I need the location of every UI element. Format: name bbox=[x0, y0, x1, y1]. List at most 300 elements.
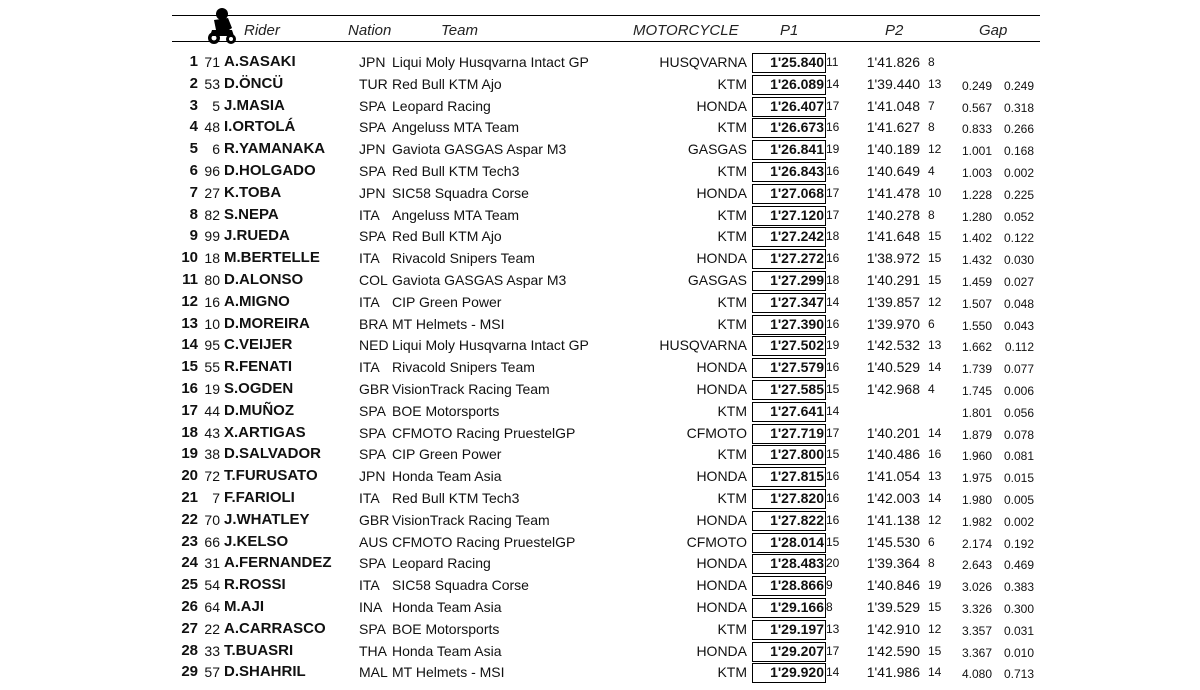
team-name: CFMOTO Racing PruestelGP bbox=[392, 424, 576, 441]
result-row bbox=[0, 597, 1200, 619]
rider-name: X.ARTIGAS bbox=[224, 423, 306, 441]
rider-number: 70 bbox=[204, 511, 220, 528]
rider-number: 10 bbox=[204, 315, 220, 332]
nation-code: ITA bbox=[359, 490, 380, 506]
gap-previous: 0.043 bbox=[1003, 318, 1034, 333]
rider-name: D.SALVADOR bbox=[224, 445, 321, 463]
motorcycle-brand: HONDA bbox=[696, 381, 747, 397]
motorcycle-brand: HONDA bbox=[696, 511, 747, 528]
result-row bbox=[0, 575, 1200, 597]
p1-time: 1'26.089 bbox=[752, 75, 826, 95]
nation-code: SPA bbox=[359, 424, 386, 441]
gap-first: 1.550 bbox=[961, 318, 992, 333]
p1-lap: 16 bbox=[826, 120, 840, 135]
gap-first: 2.174 bbox=[961, 536, 992, 551]
p1-time: 1'27.068 bbox=[752, 184, 826, 204]
position: 25 bbox=[181, 576, 198, 594]
gap-first: 2.643 bbox=[961, 558, 992, 573]
result-row bbox=[0, 96, 1200, 118]
nation-code: COL bbox=[359, 272, 388, 288]
result-row bbox=[0, 444, 1200, 466]
rider-name: T.BUASRI bbox=[224, 641, 294, 659]
gap-previous: 0.469 bbox=[1003, 558, 1034, 573]
gap-previous: 0.318 bbox=[1003, 100, 1034, 115]
gap-previous: 0.031 bbox=[1003, 623, 1034, 638]
motorcycle-brand: KTM bbox=[717, 402, 747, 419]
gap-previous: 0.056 bbox=[1003, 405, 1034, 420]
header-gap: Gap bbox=[979, 22, 1008, 39]
p2-lap: 8 bbox=[928, 55, 935, 69]
p2-lap: 12 bbox=[928, 142, 942, 157]
rider-name: J.RUEDA bbox=[224, 227, 290, 245]
p2-time: 1'40.846 bbox=[866, 577, 920, 594]
rider-number: 18 bbox=[204, 250, 220, 267]
p1-time: 1'27.299 bbox=[752, 271, 826, 291]
result-row bbox=[0, 248, 1200, 270]
rider-number: 43 bbox=[204, 424, 220, 441]
nation-code: MAL bbox=[359, 664, 388, 681]
p1-time: 1'26.843 bbox=[752, 162, 826, 182]
gap-first: 1.662 bbox=[961, 340, 992, 355]
p1-lap: 16 bbox=[826, 251, 840, 266]
gap-previous: 0.010 bbox=[1003, 645, 1034, 660]
gap-previous: 0.015 bbox=[1003, 471, 1034, 486]
p2-time: 1'42.910 bbox=[866, 620, 920, 637]
p2-time: 1'41.627 bbox=[866, 119, 920, 136]
p2-lap: 12 bbox=[928, 621, 942, 636]
p1-time: 1'29.920 bbox=[752, 663, 826, 683]
rider-name: D.ALONSO bbox=[224, 271, 304, 288]
position: 29 bbox=[181, 663, 198, 681]
rider-number: 99 bbox=[204, 228, 220, 245]
motorcycle-brand: GASGAS bbox=[687, 141, 747, 158]
p2-lap: 7 bbox=[928, 98, 935, 113]
p2-time: 1'41.648 bbox=[866, 228, 920, 245]
p2-lap: 14 bbox=[928, 665, 942, 680]
nation-code: BRA bbox=[359, 315, 388, 332]
rider-name: A.MIGNO bbox=[224, 292, 290, 310]
gap-previous: 0.005 bbox=[1003, 493, 1034, 507]
p1-time: 1'27.120 bbox=[752, 206, 826, 226]
gap-previous: 0.266 bbox=[1003, 122, 1034, 137]
header-rider: Rider bbox=[244, 22, 280, 39]
motorcycle-brand: HONDA bbox=[696, 250, 747, 267]
nation-code: SPA bbox=[359, 446, 386, 463]
gap-first: 1.402 bbox=[961, 231, 992, 246]
result-row bbox=[0, 553, 1200, 575]
rider-name: A.CARRASCO bbox=[224, 619, 326, 637]
gap-previous: 0.112 bbox=[1004, 340, 1034, 355]
result-row bbox=[0, 183, 1200, 205]
gap-previous: 0.077 bbox=[1003, 362, 1034, 377]
team-name: Red Bull KTM Ajo bbox=[392, 75, 502, 92]
p1-lap: 16 bbox=[826, 316, 840, 331]
position: 22 bbox=[181, 510, 198, 528]
result-row bbox=[0, 292, 1200, 314]
rider-number: 27 bbox=[204, 184, 220, 201]
result-row bbox=[0, 488, 1200, 510]
rider-number: 31 bbox=[204, 555, 220, 572]
p2-time: 1'41.826 bbox=[866, 54, 920, 70]
p1-time: 1'26.673 bbox=[752, 118, 826, 138]
nation-code: TUR bbox=[359, 75, 388, 92]
header-team: Team bbox=[441, 22, 478, 39]
p1-time: 1'27.390 bbox=[752, 315, 826, 335]
result-row bbox=[0, 270, 1200, 292]
nation-code: AUS bbox=[359, 533, 388, 550]
p1-time: 1'26.841 bbox=[752, 140, 826, 160]
team-name: Honda Team Asia bbox=[392, 599, 502, 615]
header-nation: Nation bbox=[348, 22, 392, 39]
p2-time: 1'41.048 bbox=[866, 97, 920, 114]
rider-name: I.ORTOLÁ bbox=[224, 118, 296, 136]
motorcycle-brand: KTM bbox=[717, 315, 747, 332]
team-name: Leopard Racing bbox=[392, 555, 491, 572]
nation-code: JPN bbox=[359, 468, 386, 485]
motorcycle-brand: CFMOTO bbox=[686, 533, 747, 550]
result-row bbox=[0, 532, 1200, 554]
motorcycle-brand: KTM bbox=[717, 620, 747, 637]
rider-number: 19 bbox=[204, 381, 220, 397]
gap-previous: 0.030 bbox=[1003, 253, 1034, 268]
p2-time: 1'41.138 bbox=[866, 511, 920, 528]
p1-lap: 16 bbox=[826, 469, 840, 484]
rider-number: 53 bbox=[204, 75, 220, 92]
team-name: CIP Green Power bbox=[392, 446, 502, 463]
result-row bbox=[0, 335, 1200, 357]
gap-previous: 0.027 bbox=[1003, 275, 1034, 289]
rider-number: 44 bbox=[204, 402, 220, 419]
motorcycle-brand: HONDA bbox=[696, 468, 747, 485]
gap-previous: 0.078 bbox=[1003, 427, 1034, 442]
p1-lap: 17 bbox=[826, 643, 840, 658]
team-name: VisionTrack Racing Team bbox=[392, 511, 550, 528]
gap-first: 1.980 bbox=[961, 493, 992, 507]
position: 23 bbox=[181, 532, 198, 550]
p2-lap: 16 bbox=[928, 447, 942, 462]
result-row bbox=[0, 423, 1200, 445]
p1-lap: 13 bbox=[826, 621, 840, 636]
p1-lap: 16 bbox=[826, 491, 840, 505]
position: 12 bbox=[181, 292, 198, 310]
p2-lap: 4 bbox=[928, 164, 935, 178]
p1-lap: 20 bbox=[826, 556, 840, 571]
result-row bbox=[0, 117, 1200, 139]
position: 14 bbox=[181, 336, 198, 354]
p2-time: 1'41.986 bbox=[866, 664, 920, 681]
header-p2: P2 bbox=[885, 22, 904, 39]
rider-name: D.HOLGADO bbox=[224, 162, 316, 179]
p1-time: 1'27.800 bbox=[752, 445, 826, 465]
p1-lap: 14 bbox=[826, 76, 840, 91]
p2-lap: 15 bbox=[928, 643, 942, 658]
nation-code: ITA bbox=[359, 206, 380, 223]
p1-time: 1'27.641 bbox=[752, 402, 826, 422]
result-row bbox=[0, 357, 1200, 379]
p2-lap: 10 bbox=[928, 185, 942, 200]
nation-code: SPA bbox=[359, 163, 386, 179]
result-row bbox=[0, 314, 1200, 336]
p2-lap: 6 bbox=[928, 534, 935, 549]
p1-time: 1'27.719 bbox=[752, 424, 826, 444]
motorcycle-brand: KTM bbox=[717, 206, 747, 223]
gap-previous: 0.192 bbox=[1003, 536, 1034, 551]
position: 1 bbox=[189, 53, 198, 70]
rider-name: D.SHAHRIL bbox=[224, 663, 306, 681]
rider-number: 48 bbox=[204, 119, 220, 136]
p2-time: 1'40.189 bbox=[866, 141, 920, 158]
team-name: Red Bull KTM Tech3 bbox=[392, 490, 520, 506]
p1-lap: 9 bbox=[826, 578, 833, 593]
motorcycle-brand: KTM bbox=[717, 293, 747, 310]
p1-lap: 15 bbox=[826, 382, 840, 396]
position: 24 bbox=[181, 554, 198, 572]
position: 3 bbox=[189, 96, 198, 114]
rider-name: D.MOREIRA bbox=[224, 314, 310, 332]
team-name: Liqui Moly Husqvarna Intact GP bbox=[392, 337, 589, 354]
team-name: Liqui Moly Husqvarna Intact GP bbox=[392, 54, 589, 70]
p2-time: 1'40.529 bbox=[866, 359, 920, 376]
result-row bbox=[0, 619, 1200, 641]
position: 15 bbox=[181, 358, 198, 376]
team-name: BOE Motorsports bbox=[392, 402, 500, 419]
position: 13 bbox=[181, 314, 198, 332]
p2-lap: 13 bbox=[928, 338, 942, 353]
position: 2 bbox=[189, 74, 198, 92]
rider-number: 54 bbox=[204, 577, 220, 594]
motorcycle-brand: HUSQVARNA bbox=[659, 337, 747, 354]
result-row bbox=[0, 662, 1200, 684]
rider-name: R.YAMANAKA bbox=[224, 140, 326, 158]
gap-first: 1.801 bbox=[961, 405, 992, 420]
motorcycle-rider-icon bbox=[202, 6, 242, 46]
rider-name: R.ROSSI bbox=[224, 576, 286, 594]
p1-lap: 17 bbox=[826, 207, 840, 222]
result-row bbox=[0, 466, 1200, 488]
nation-code: SPA bbox=[359, 620, 386, 637]
p1-time: 1'27.347 bbox=[752, 293, 826, 313]
rider-name: D.MUÑOZ bbox=[224, 401, 294, 419]
p2-lap: 8 bbox=[928, 556, 935, 571]
nation-code: GBR bbox=[359, 381, 390, 397]
team-name: VisionTrack Racing Team bbox=[392, 381, 550, 397]
motorcycle-brand: HONDA bbox=[696, 599, 747, 615]
p1-time: 1'27.822 bbox=[752, 511, 826, 531]
gap-first: 0.249 bbox=[961, 78, 992, 93]
team-name: Rivacold Snipers Team bbox=[392, 250, 535, 267]
p2-time: 1'39.364 bbox=[866, 555, 920, 572]
nation-code: JPN bbox=[359, 54, 386, 70]
p2-time: 1'42.968 bbox=[866, 381, 920, 397]
rider-number: 96 bbox=[204, 163, 220, 179]
rider-name: A.SASAKI bbox=[224, 53, 296, 70]
rider-number: 82 bbox=[204, 206, 220, 223]
gap-previous: 0.249 bbox=[1003, 78, 1034, 93]
p2-lap: 13 bbox=[928, 76, 942, 91]
gap-previous: 0.225 bbox=[1003, 187, 1034, 202]
result-row bbox=[0, 139, 1200, 161]
gap-first: 3.357 bbox=[961, 623, 992, 638]
result-row bbox=[0, 161, 1200, 183]
position: 17 bbox=[181, 401, 198, 419]
p2-time: 1'40.486 bbox=[866, 446, 920, 463]
p2-time: 1'40.649 bbox=[866, 163, 920, 179]
motorcycle-brand: GASGAS bbox=[687, 272, 747, 288]
rider-name: J.WHATLEY bbox=[224, 510, 310, 528]
team-name: SIC58 Squadra Corse bbox=[392, 184, 529, 201]
motorcycle-brand: HUSQVARNA bbox=[659, 54, 747, 70]
motorcycle-brand: KTM bbox=[717, 490, 747, 506]
p2-time: 1'42.532 bbox=[866, 337, 920, 354]
p1-time: 1'28.866 bbox=[752, 576, 826, 596]
nation-code: SPA bbox=[359, 119, 386, 136]
p2-time: 1'42.590 bbox=[866, 642, 920, 659]
rider-number: 5 bbox=[212, 97, 220, 114]
motorcycle-brand: HONDA bbox=[696, 555, 747, 572]
position: 11 bbox=[182, 271, 198, 288]
rider-name: D.ÖNCÜ bbox=[224, 74, 284, 92]
rider-number: 64 bbox=[204, 599, 220, 615]
gap-first: 1.982 bbox=[961, 514, 992, 529]
gap-first: 1.975 bbox=[961, 471, 992, 486]
rider-name: J.KELSO bbox=[224, 532, 289, 550]
rider-number: 22 bbox=[204, 620, 220, 637]
gap-first: 1.001 bbox=[961, 144, 992, 159]
team-name: Honda Team Asia bbox=[392, 642, 502, 659]
rider-name: J.MASIA bbox=[224, 96, 285, 114]
gap-previous: 0.006 bbox=[1003, 384, 1034, 398]
gap-previous: 0.168 bbox=[1003, 144, 1034, 159]
p2-lap: 13 bbox=[928, 469, 942, 484]
gap-first: 3.026 bbox=[961, 580, 992, 595]
p2-lap: 15 bbox=[928, 273, 942, 287]
position: 27 bbox=[181, 619, 198, 637]
nation-code: GBR bbox=[359, 511, 390, 528]
result-row bbox=[0, 74, 1200, 96]
nation-code: NED bbox=[359, 337, 389, 354]
gap-first: 1.745 bbox=[961, 384, 992, 398]
rider-name: M.AJI bbox=[224, 598, 265, 615]
team-name: Honda Team Asia bbox=[392, 468, 502, 485]
gap-first: 0.833 bbox=[961, 122, 992, 137]
rider-number: 6 bbox=[212, 141, 220, 158]
p1-lap: 18 bbox=[826, 273, 840, 287]
gap-first: 1.003 bbox=[961, 166, 992, 180]
gap-first: 3.367 bbox=[961, 645, 992, 660]
gap-first: 1.432 bbox=[961, 253, 992, 268]
p2-lap: 8 bbox=[928, 207, 935, 222]
p1-time: 1'26.407 bbox=[752, 97, 826, 117]
p2-time: 1'39.970 bbox=[866, 315, 920, 332]
p2-time: 1'40.201 bbox=[866, 424, 920, 441]
rider-number: 7 bbox=[212, 490, 220, 506]
team-name: Angeluss MTA Team bbox=[392, 206, 520, 223]
p1-time: 1'27.820 bbox=[752, 489, 826, 509]
position: 8 bbox=[189, 205, 198, 223]
position: 5 bbox=[189, 140, 198, 158]
position: 21 bbox=[181, 489, 198, 506]
rider-number: 55 bbox=[204, 359, 220, 376]
nation-code: SPA bbox=[359, 555, 386, 572]
gap-previous: 0.048 bbox=[1003, 296, 1034, 311]
header-p1: P1 bbox=[780, 22, 799, 39]
motorcycle-brand: HONDA bbox=[696, 97, 747, 114]
nation-code: ITA bbox=[359, 577, 380, 594]
nation-code: THA bbox=[359, 642, 387, 659]
rider-name: K.TOBA bbox=[224, 183, 282, 201]
team-name: Angeluss MTA Team bbox=[392, 119, 520, 136]
nation-code: JPN bbox=[359, 184, 386, 201]
rider-number: 72 bbox=[204, 468, 220, 485]
position: 18 bbox=[181, 423, 198, 441]
p2-lap: 15 bbox=[928, 251, 942, 266]
rider-number: 66 bbox=[204, 533, 220, 550]
p1-lap: 14 bbox=[826, 403, 840, 418]
team-name: Gaviota GASGAS Aspar M3 bbox=[392, 141, 567, 158]
position: 4 bbox=[189, 118, 198, 136]
team-name: Gaviota GASGAS Aspar M3 bbox=[392, 272, 567, 288]
gap-first: 1.228 bbox=[961, 187, 992, 202]
team-name: MT Helmets - MSI bbox=[392, 315, 505, 332]
position: 26 bbox=[181, 598, 198, 615]
p2-time: 1'40.278 bbox=[866, 206, 920, 223]
gap-first: 0.567 bbox=[961, 100, 992, 115]
p1-time: 1'27.242 bbox=[752, 227, 826, 247]
p1-lap: 11 bbox=[826, 55, 839, 69]
motorcycle-brand: HONDA bbox=[696, 184, 747, 201]
rider-name: M.BERTELLE bbox=[224, 249, 320, 267]
p1-time: 1'28.483 bbox=[752, 554, 826, 574]
team-name: CIP Green Power bbox=[392, 293, 502, 310]
p2-lap: 6 bbox=[928, 316, 935, 331]
gap-first: 4.080 bbox=[961, 667, 992, 682]
team-name: SIC58 Squadra Corse bbox=[392, 577, 529, 594]
motorcycle-brand: KTM bbox=[717, 446, 747, 463]
position: 7 bbox=[189, 183, 198, 201]
p2-lap: 12 bbox=[928, 512, 942, 527]
motorcycle-brand: HONDA bbox=[696, 577, 747, 594]
motorcycle-brand: KTM bbox=[717, 664, 747, 681]
motorcycle-brand: CFMOTO bbox=[686, 424, 747, 441]
team-name: CFMOTO Racing PruestelGP bbox=[392, 533, 576, 550]
p1-time: 1'27.502 bbox=[752, 336, 826, 356]
position: 19 bbox=[181, 445, 198, 463]
gap-first: 1.879 bbox=[961, 427, 992, 442]
team-name: Red Bull KTM Ajo bbox=[392, 228, 502, 245]
p2-time: 1'41.478 bbox=[866, 184, 920, 201]
gap-first: 1.507 bbox=[961, 296, 992, 311]
p2-lap: 15 bbox=[928, 229, 942, 244]
gap-first: 3.326 bbox=[961, 602, 992, 616]
gap-first: 1.459 bbox=[961, 275, 992, 289]
p2-time: 1'42.003 bbox=[866, 490, 920, 506]
p1-lap: 17 bbox=[826, 185, 840, 200]
team-name: Red Bull KTM Tech3 bbox=[392, 163, 520, 179]
p2-lap: 4 bbox=[928, 382, 935, 396]
position: 28 bbox=[181, 641, 198, 659]
nation-code: SPA bbox=[359, 402, 386, 419]
p1-time: 1'28.014 bbox=[752, 533, 826, 553]
p1-lap: 19 bbox=[826, 338, 840, 353]
result-row bbox=[0, 641, 1200, 663]
rider-name: A.FERNANDEZ bbox=[224, 554, 332, 572]
p1-lap: 14 bbox=[826, 665, 840, 680]
gap-first: 1.739 bbox=[961, 362, 992, 377]
p2-time: 1'38.972 bbox=[866, 250, 920, 267]
p1-lap: 15 bbox=[826, 447, 840, 462]
gap-previous: 0.081 bbox=[1003, 449, 1034, 464]
p1-time: 1'27.585 bbox=[752, 380, 826, 400]
